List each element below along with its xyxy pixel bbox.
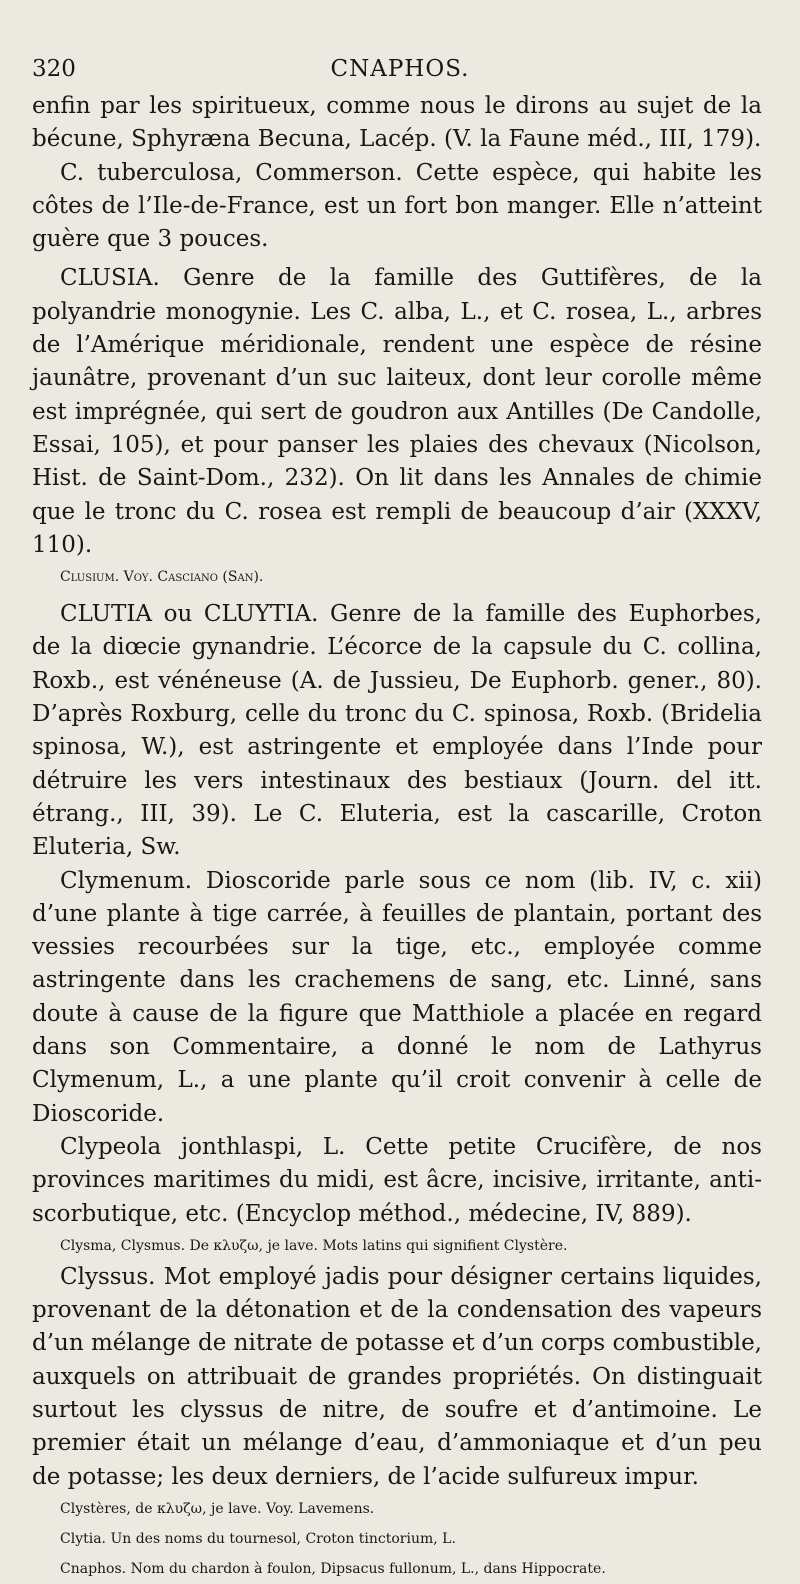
entry-cnaphos: Cnaphos. Nom du chardon à foulon, Dipsacus fullonum, L., dans Hippocrate. bbox=[60, 1560, 606, 1577]
paragraph-continuation: enfin par les spiritueux, comme nous le dirons au sujet de la bécune, Sphyræna Becuna, Lacép. (V. la Faune méd., III, 179). bbox=[32, 93, 762, 153]
page-header bbox=[32, 56, 768, 90]
entry-clusium: Clusium. Voy. Casciano (San). bbox=[60, 569, 264, 586]
entry-clysma: Clysma, Clysmus. De κλυζω, je lave. Mots latins qui signifient Clystère. bbox=[60, 1237, 568, 1254]
entry-clysteres: Clystères, de κλυζω, je lave. Voy. Lavemens. bbox=[60, 1500, 375, 1517]
entry-clutia: CLUTIA ou CLUYTIA. Genre de la famille des Euphorbes, de la diœcie gynandrie. L’écorce de la capsule du C. collina, Roxb., est vénéneuse (A. de Jussieu, De Euphorb. gener., 80). D’après Roxburg, celle du tronc du C. spinosa, Roxb. (Bridelia spinosa, W.), est astringente et employée dans l’Inde pour détruire les vers intestinaux des bestiaux (Journ. del itt. étrang., III, 39). Le C. Eluteria, est la cascarille, Croton Eluteria, Sw. bbox=[32, 601, 762, 861]
running-title: CNAPHOS. bbox=[330, 56, 470, 82]
entry-clusia: CLUSIA. Genre de la famille des Guttifères, de la polyandrie monogynie. Les C. alba, L., et C. rosea, L., arbres de l’Amérique méridionale, rendent une espèce de résine jaunâtre, provenant d’un suc laiteux, dont leur corolle même est imprégnée, qui sert de goudron aux Antilles (De Candolle, Essai, 105), et pour panser les plaies des chevaux (Nicolson, Hist. de Saint-Dom., 232). On lit dans les Annales de chimie que le tronc du C. rosea est rempli de beaucoup d’air (XXXV, 110). bbox=[32, 265, 762, 558]
entry-clyssus: Clyssus. Mot employé jadis pour désigner certains liquides, provenant de la détonation et de la condensation des vapeurs d’un mélange de nitrate de potasse et d’un corps combustible, auxquels on attribuait de grandes propriétés. On distinguait surtout les clyssus de nitre, de soufre et d’antimoine. Le premier était un mélange d’eau, d’ammoniaque et d’un peu de potasse; les deux derniers, de l’acide sulfureux impur. bbox=[32, 1263, 762, 1490]
entry-c-tuberculosa: C. tuberculosa, Commerson. Cette espèce, qui habite les côtes de l’Ile-de-France, est un fort bon manger. Elle n’atteint guère que 3 pouces. bbox=[32, 159, 762, 253]
entry-clymenum: Clymenum. Dioscoride parle sous ce nom (lib. IV, c. xii) d’une plante à tige carrée, à feuilles de plantain, portant des vessies recourbées sur la tige, etc., employée comme astringente dans les crachemens de sang, etc. Linné, sans doute à cause de la figure que Matthiole a placée en regard dans son Commentaire, a donné le nom de Lathyrus Clymenum, L., a une plante qu’il croit convenir à celle de Dioscoride. bbox=[32, 867, 762, 1127]
entry-clypeola: Clypeola jonthlaspi, L. Cette petite Crucifère, de nos provinces maritimes du midi, est âcre, incisive, irritante, anti-scorbutique, etc. (Encyclop méthod., médecine, IV, 889). bbox=[32, 1133, 762, 1227]
page-number: 320 bbox=[32, 56, 76, 82]
entry-clytia: Clytia. Un des noms du tournesol, Croton tinctorium, L. bbox=[60, 1530, 456, 1547]
page-body bbox=[32, 90, 762, 1584]
